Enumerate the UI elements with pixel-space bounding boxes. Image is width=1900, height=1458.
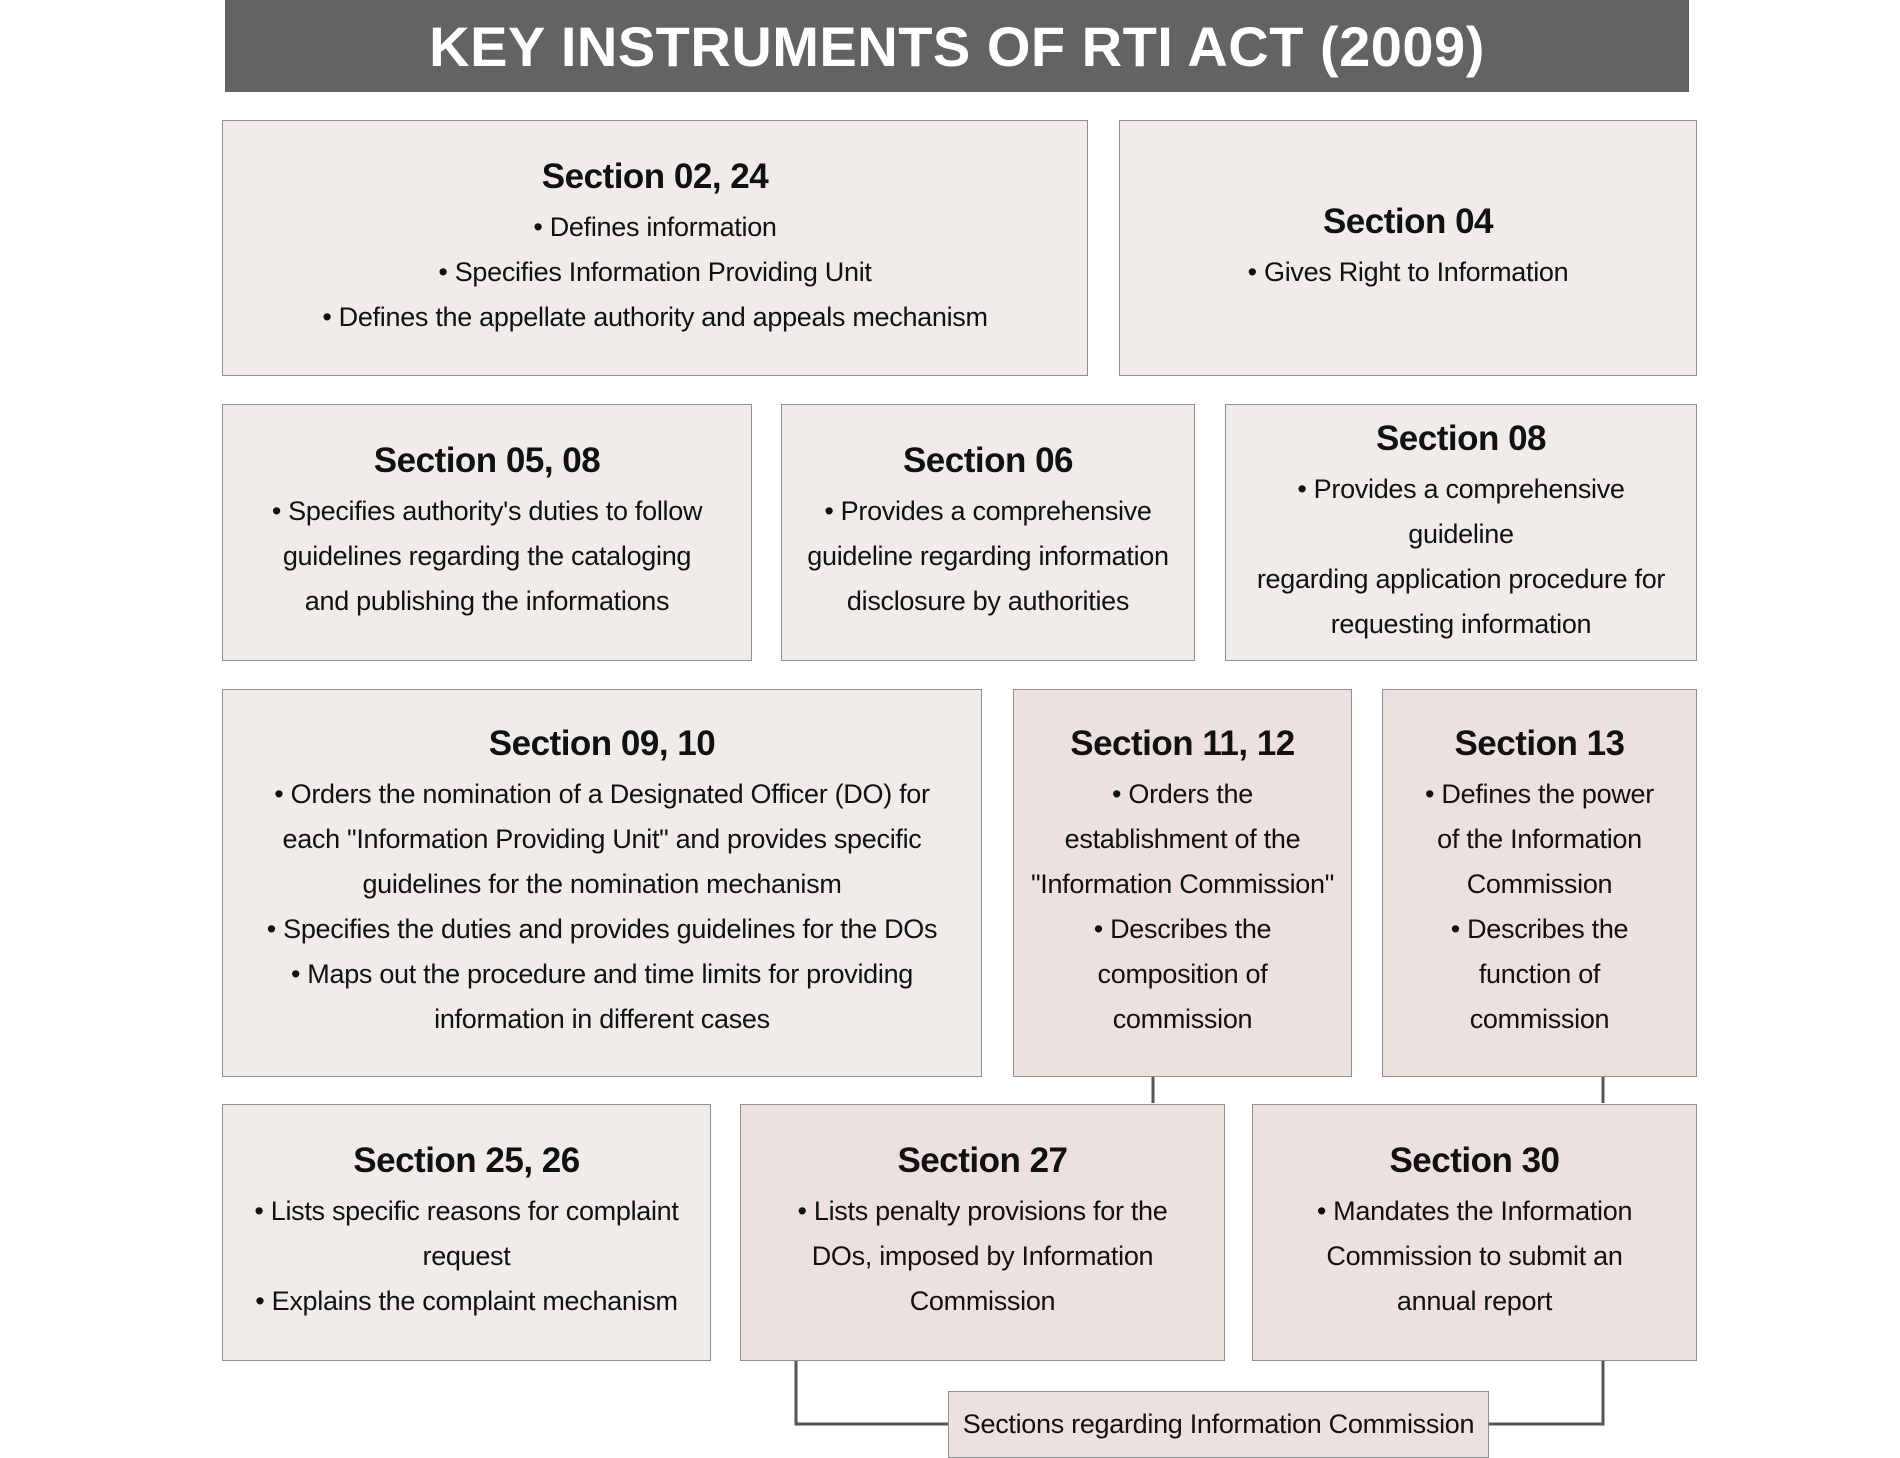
section-item: Commission — [909, 1286, 1056, 1316]
section-item: regarding application procedure for — [1256, 563, 1666, 594]
section-11-12-box — [1013, 689, 1352, 1077]
section-item: and publishing the informations — [304, 586, 670, 616]
section-item: commission — [1112, 1004, 1253, 1034]
section-item: • Defines the appellate authority and appeals mechanism — [322, 301, 988, 332]
section-item: • Gives Right to Information — [1247, 256, 1569, 287]
section-title: Section 05, 08 — [373, 441, 601, 480]
section-item: • Specifies the duties and provides guidelines for the DOs — [266, 914, 938, 944]
section-title: Section 30 — [1389, 1141, 1560, 1180]
section-25-26-box — [222, 1104, 711, 1361]
section-item: Commission to submit an — [1326, 1241, 1623, 1271]
section-title: Section 11, 12 — [1070, 724, 1295, 763]
section-item: • Defines the power — [1425, 779, 1654, 809]
section-item: of the Information — [1437, 824, 1642, 854]
section-30-box — [1252, 1104, 1697, 1361]
section-title: Section 27 — [897, 1141, 1068, 1180]
connector-s27-legend — [796, 1360, 948, 1424]
section-item: annual report — [1396, 1286, 1553, 1316]
section-item: • Specifies Information Providing Unit — [438, 256, 872, 287]
section-item: establishment of the — [1064, 824, 1301, 854]
section-item: guideline regarding information — [807, 541, 1169, 571]
diagram-title: KEY INSTRUMENTS OF RTI ACT (2009) — [225, 0, 1689, 92]
section-title: Section 13 — [1454, 724, 1625, 763]
section-item: • Lists specific reasons for complaint — [254, 1196, 679, 1226]
section-item: • Explains the complaint mechanism — [255, 1286, 678, 1316]
section-item: commission — [1469, 1004, 1610, 1034]
section-item: DOs, imposed by Information — [811, 1241, 1154, 1271]
section-title: Section 06 — [902, 441, 1074, 480]
section-item: each "Information Providing Unit" and provides specific — [282, 824, 922, 854]
section-05-08-box — [222, 404, 752, 661]
section-08-box — [1225, 404, 1697, 661]
section-item: "Information Commission" — [1030, 869, 1335, 899]
section-06-box — [781, 404, 1195, 661]
section-item: request — [422, 1241, 511, 1271]
section-title: Section 04 — [1322, 201, 1494, 241]
section-item: • Defines information — [533, 211, 777, 242]
section-item: • Orders the nomination of a Designated Officer (DO) for — [274, 779, 930, 809]
section-item: • Specifies authority's duties to follow — [271, 496, 703, 526]
section-item: • Mandates the Information — [1316, 1196, 1633, 1226]
section-item: • Describes the — [1450, 914, 1629, 944]
section-02-24-box — [222, 120, 1088, 376]
section-title: Section 09, 10 — [488, 724, 716, 763]
section-title: Section 25, 26 — [353, 1141, 580, 1180]
section-item: • Describes the — [1093, 914, 1272, 944]
section-item: • Provides a comprehensive guideline — [1297, 473, 1625, 549]
section-item: guidelines regarding the cataloging — [282, 541, 692, 571]
section-item: Commission — [1466, 869, 1613, 899]
commission-legend: Sections regarding Information Commission — [948, 1391, 1489, 1458]
section-item: guidelines for the nomination mechanism — [362, 869, 842, 899]
section-09-10-box — [222, 689, 982, 1077]
section-item: disclosure by authorities — [846, 586, 1130, 616]
section-item: • Maps out the procedure and time limits for providing — [290, 959, 914, 989]
connector-s30-legend — [1489, 1360, 1603, 1424]
section-13-box — [1382, 689, 1697, 1077]
section-item: • Lists penalty provisions for the — [797, 1196, 1168, 1226]
section-title: Section 02, 24 — [541, 156, 769, 196]
section-27-box — [740, 1104, 1225, 1361]
section-item: composition of — [1097, 959, 1268, 989]
section-title: Section 08 — [1375, 418, 1547, 458]
section-item: • Orders the — [1112, 779, 1253, 809]
section-04-box — [1119, 120, 1697, 376]
section-item: function of — [1478, 959, 1601, 989]
section-item: requesting information — [1330, 608, 1592, 639]
section-item: • Provides a comprehensive — [824, 496, 1152, 526]
section-item: information in different cases — [434, 1004, 770, 1034]
